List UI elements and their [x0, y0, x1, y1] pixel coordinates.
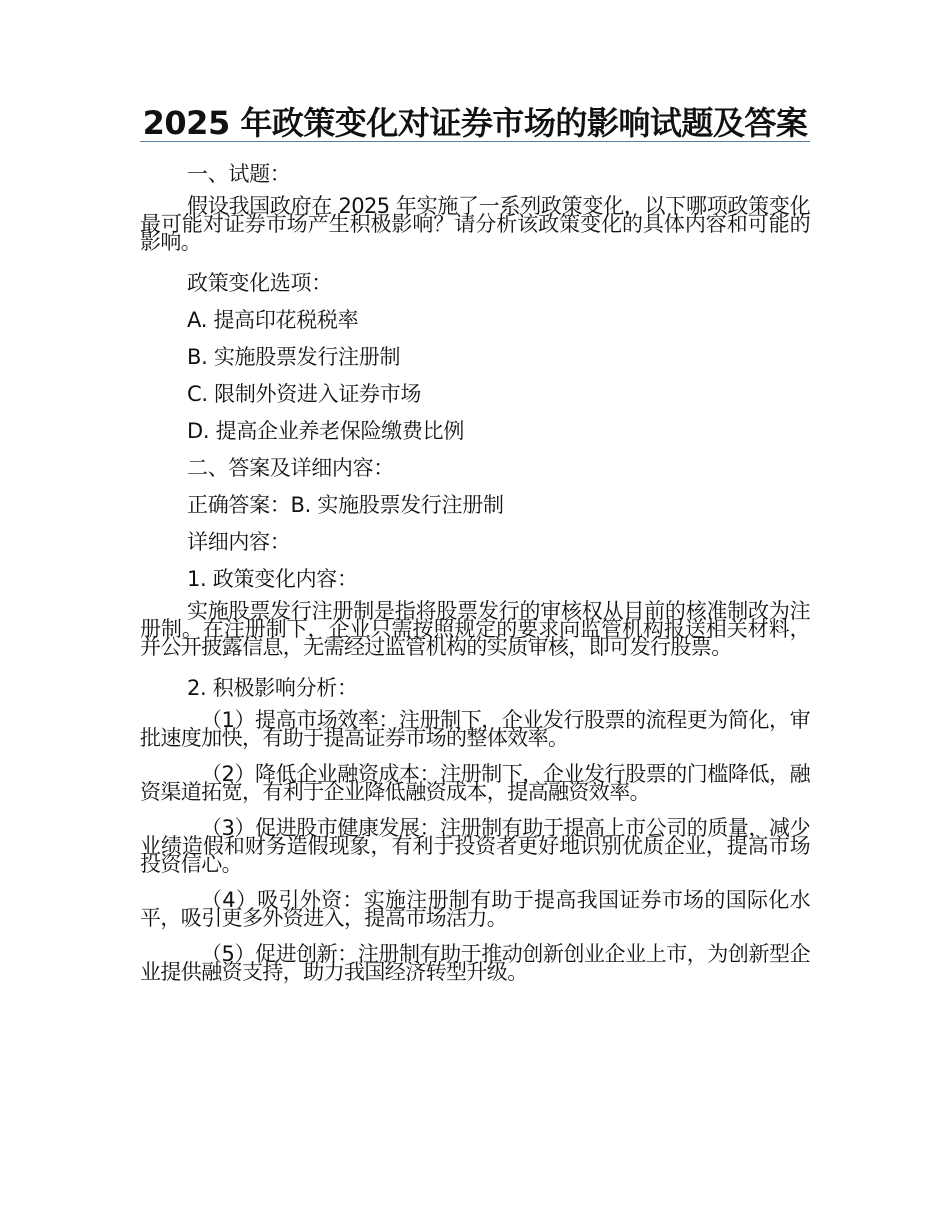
- part1-heading: 1. 政策变化内容：: [187, 567, 358, 591]
- option-b: B. 实施股票发行注册制: [187, 345, 401, 369]
- option-c: C. 限制外资进入证券市场: [187, 382, 422, 406]
- detail-heading: 详细内容：: [187, 530, 291, 554]
- impact-item: （5）促进创新：注册制有助于推动创新创业企业上市，为创新型企业提供融资支持，助力我国经济转型升级。: [140, 942, 810, 984]
- section2-heading: 二、答案及详细内容：: [187, 456, 394, 480]
- correct-answer: 正确答案：B. 实施股票发行注册制: [187, 493, 504, 517]
- impact-item: （2）降低企业融资成本：注册制下，企业发行股票的门槛降低，融资渠道拓宽，有利于企业降低融资成本，提高融资效率。: [140, 762, 810, 804]
- option-d: D. 提高企业养老保险缴费比例: [187, 419, 465, 443]
- options-heading: 政策变化选项：: [187, 271, 332, 295]
- question-text: 假设我国政府在 2025 年实施了一系列政策变化，以下哪项政策变化最可能对证券市场产生积极影响？请分析该政策变化的具体内容和可能的影响。: [140, 194, 810, 254]
- document-page: [140, 100, 810, 999]
- document-title: 2025 年政策变化对证券市场的影响试题及答案: [142, 104, 808, 142]
- option-a: A. 提高印花税税率: [187, 308, 359, 332]
- section1-heading: 一、试题：: [187, 162, 291, 186]
- part1-text: 实施股票发行注册制是指将股票发行的审核权从目前的核准制改为注册制。在注册制下，企业只需按照规定的要求向监管机构报送相关材料，并公开披露信息，无需经过监管机构的实质审核，即可发行股票。: [140, 599, 810, 659]
- impact-item: （4）吸引外资：实施注册制有助于提高我国证券市场的国际化水平，吸引更多外资进入，提高市场活力。: [140, 888, 810, 930]
- impact-item: （1）提高市场效率：注册制下，企业发行股票的流程更为简化，审批速度加快，有助于提高证券市场的整体效率。: [140, 708, 810, 750]
- part2-heading: 2. 积极影响分析：: [187, 676, 358, 700]
- impact-item: （3）促进股市健康发展：注册制有助于提高上市公司的质量，减少业绩造假和财务造假现象，有利于投资者更好地识别优质企业，提高市场投资信心。: [140, 816, 810, 876]
